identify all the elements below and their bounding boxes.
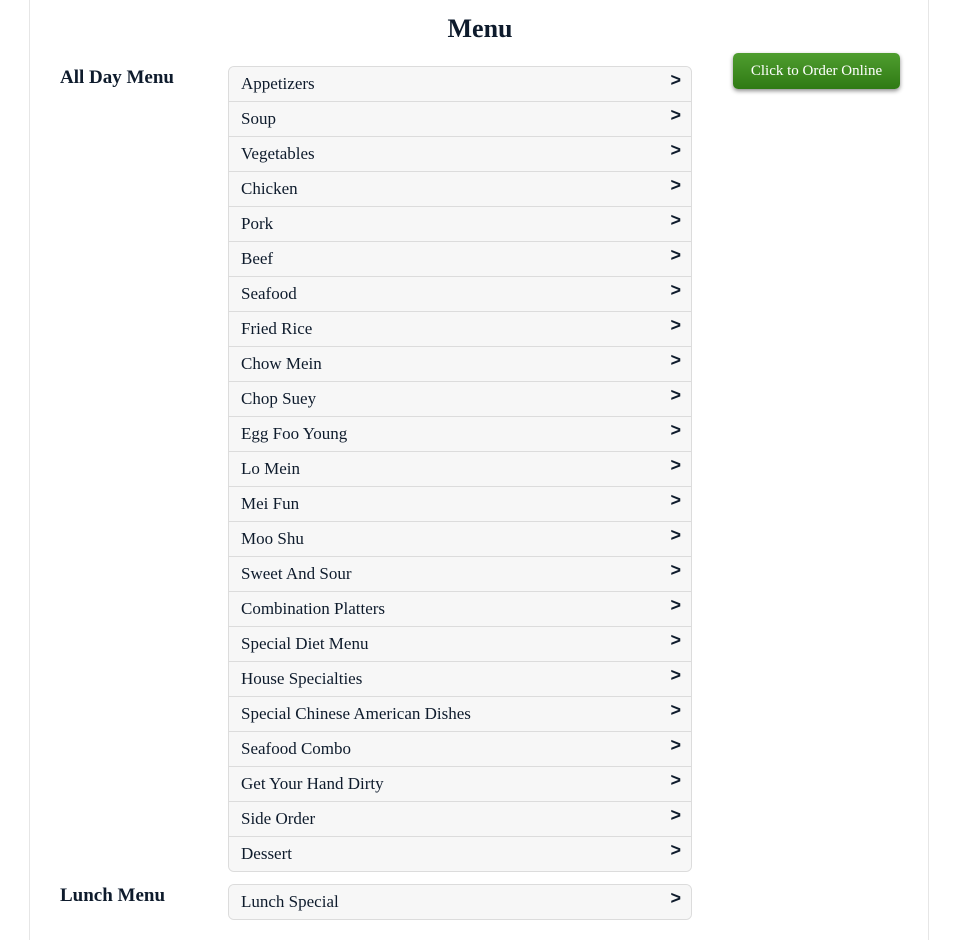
menu-category-item[interactable] — [229, 731, 691, 766]
menu-category-label: Beef — [241, 249, 274, 268]
chevron-right-icon: > — [670, 665, 681, 685]
page-title: Menu — [447, 14, 513, 43]
menu-category-item[interactable] — [229, 241, 691, 276]
menu-category-label: Chicken — [241, 179, 298, 198]
chevron-right-icon: > — [670, 385, 681, 405]
chevron-right-icon: > — [670, 700, 681, 720]
menu-category-label: Fried Rice — [241, 319, 313, 338]
menu-category-label: Seafood — [241, 284, 297, 303]
menu-category-label: Sweet And Sour — [241, 564, 352, 583]
chevron-right-icon: > — [670, 280, 681, 300]
menu-category-label: Lunch Special — [241, 892, 339, 911]
menu-category-label: Chow Mein — [241, 354, 322, 373]
menu-category-item[interactable] — [229, 626, 691, 661]
chevron-right-icon: > — [670, 175, 681, 195]
section-title-all-day-menu: All Day Menu — [60, 67, 174, 88]
chevron-right-icon: > — [670, 735, 681, 755]
menu-category-list-all-day — [228, 66, 692, 872]
chevron-right-icon: > — [670, 245, 681, 265]
menu-category-label: Vegetables — [241, 144, 315, 163]
menu-category-item[interactable] — [229, 521, 691, 556]
menu-category-item[interactable] — [229, 836, 691, 871]
section-title-lunch-menu: Lunch Menu — [60, 885, 166, 906]
chevron-right-icon: > — [670, 805, 681, 825]
menu-category-label: Dessert — [241, 844, 292, 863]
menu-category-label: Seafood Combo — [241, 739, 352, 758]
menu-category-label: Soup — [241, 109, 276, 128]
chevron-right-icon: > — [670, 560, 681, 580]
chevron-right-icon: > — [670, 490, 681, 510]
menu-category-label: Mei Fun — [241, 494, 300, 513]
menu-category-item[interactable] — [229, 416, 691, 451]
chevron-right-icon: > — [670, 210, 681, 230]
menu-category-item[interactable] — [229, 171, 691, 206]
menu-category-item[interactable] — [229, 381, 691, 416]
menu-category-item[interactable] — [229, 486, 691, 521]
chevron-right-icon: > — [670, 525, 681, 545]
menu-category-label: Combination Platters — [241, 599, 386, 618]
chevron-right-icon: > — [670, 420, 681, 440]
menu-category-item[interactable] — [229, 311, 691, 346]
chevron-right-icon: > — [670, 840, 681, 860]
chevron-right-icon: > — [670, 888, 681, 908]
menu-category-label: Chop Suey — [241, 389, 317, 408]
chevron-right-icon: > — [670, 595, 681, 615]
menu-category-item[interactable] — [229, 801, 691, 836]
menu-category-label: Side Order — [241, 809, 316, 828]
chevron-right-icon: > — [670, 315, 681, 335]
menu-category-label: Lo Mein — [241, 459, 301, 478]
menu-category-item[interactable] — [229, 276, 691, 311]
menu-category-label: Get Your Hand Dirty — [241, 774, 384, 793]
chevron-right-icon: > — [670, 140, 681, 160]
menu-category-label: Pork — [241, 214, 274, 233]
chevron-right-icon: > — [670, 105, 681, 125]
menu-category-label: Moo Shu — [241, 529, 304, 548]
menu-category-item[interactable] — [229, 206, 691, 241]
menu-category-item[interactable] — [229, 766, 691, 801]
menu-category-item[interactable] — [229, 346, 691, 381]
menu-category-item[interactable] — [229, 556, 691, 591]
menu-category-item[interactable] — [229, 451, 691, 486]
menu-category-item[interactable] — [229, 67, 691, 101]
menu-category-label: Special Chinese American Dishes — [241, 704, 471, 723]
chevron-right-icon: > — [670, 70, 681, 90]
menu-category-label: Egg Foo Young — [241, 424, 348, 443]
menu-category-label: Appetizers — [241, 74, 315, 93]
menu-category-item[interactable] — [229, 136, 691, 171]
menu-category-label: Special Diet Menu — [241, 634, 369, 653]
menu-category-item[interactable] — [229, 101, 691, 136]
chevron-right-icon: > — [670, 455, 681, 475]
menu-category-label: House Specialties — [241, 669, 363, 688]
menu-category-list-lunch — [228, 884, 692, 920]
chevron-right-icon: > — [670, 770, 681, 790]
menu-category-item[interactable] — [229, 591, 691, 626]
menu-category-item[interactable] — [229, 885, 691, 919]
chevron-right-icon: > — [670, 350, 681, 370]
chevron-right-icon: > — [670, 630, 681, 650]
menu-category-item[interactable] — [229, 696, 691, 731]
menu-category-item[interactable] — [229, 661, 691, 696]
order-online-button[interactable]: Click to Order Online — [733, 53, 900, 89]
